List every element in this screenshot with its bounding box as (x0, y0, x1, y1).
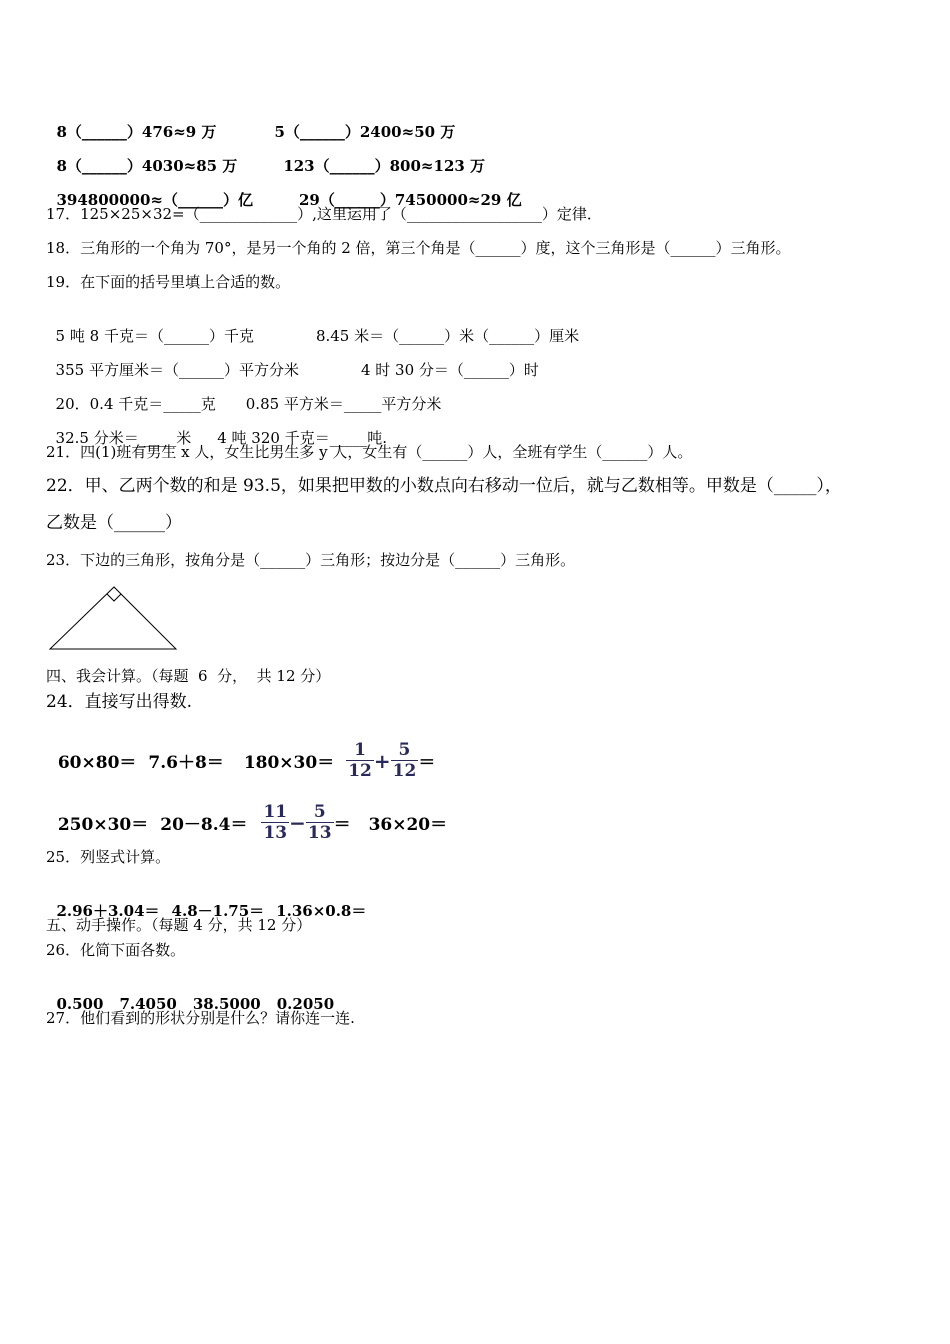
q19-part-d: 4 时 30 分＝（______）时 (360, 361, 539, 379)
section-4-heading: 四、我会计算。（每题 6 分， 共 12 分） (46, 667, 331, 685)
fraction-denominator: 12 (348, 761, 372, 781)
approx-1a: 8（______）476≈9 万 (56, 123, 217, 141)
calc-1d: ＝ (418, 753, 436, 773)
approx-2a: 8（______）4030≈85 万 (56, 157, 238, 175)
fraction-denominator: 12 (392, 761, 417, 781)
fraction-1-12 (346, 740, 374, 781)
calc-1c: 180×30＝ (243, 753, 335, 773)
approx-2b: 123（______）800≈123 万 (283, 157, 486, 175)
question-24: 24．直接写出得数. (46, 692, 193, 712)
calc-2d: 36×20＝ (368, 815, 448, 835)
q19-part-c: 355 平方厘米＝（______）平方分米 (55, 361, 299, 379)
approx-3a: 394800000≈（______）亿 (56, 191, 253, 209)
triangle-outline (50, 587, 176, 649)
q26-part-d: 0.2050 (276, 995, 335, 1013)
q20-part-b: 0.85 平方米＝_____平方分米 (245, 395, 442, 413)
approx-3b: 29（______）7450000≈29 亿 (298, 191, 522, 209)
calc-1b: 7.6＋8＝ (148, 753, 224, 773)
question-22-line-2: 乙数是（______） (46, 513, 182, 533)
q26-part-c: 38.5000 (192, 995, 261, 1013)
question-21: 21．四(1)班有男生 x 人，女生比男生多 y 人，女生有（______）人，全班有学生（______）人。 (46, 443, 693, 461)
fraction-numerator: 5 (398, 740, 411, 760)
fraction-numerator: 11 (263, 802, 288, 822)
q25-part-a: 2.96＋3.04＝ (56, 902, 160, 920)
q20-part-d: 4 吨 320 千克＝_____吨. (217, 429, 387, 447)
fraction-numerator: 5 (313, 802, 326, 822)
fraction-numerator: 1 (354, 740, 366, 760)
fraction-11-13 (261, 802, 289, 843)
question-26: 26．化简下面各数。 (46, 941, 186, 959)
q25-part-c: 1.36×0.8＝ (276, 902, 367, 920)
minus-sign: − (289, 810, 306, 835)
calc-2b: 20－8.4＝ (160, 815, 248, 835)
question-22-line-1: 22．甲、乙两个数的和是 93.5，如果把甲数的小数点向右移动一位后，就与乙数相等。甲数是（_____）， (46, 476, 842, 496)
calc-1a: 60×80＝ (57, 753, 137, 773)
fraction-denominator: 13 (263, 823, 288, 843)
calc-row-2 (46, 782, 447, 843)
q25-part-b: 4.8－1.75＝ (171, 902, 265, 920)
question-19: 19．在下面的括号里填上合适的数。 (46, 273, 291, 291)
q19-part-a: 5 吨 8 千克＝（______）千克 (55, 327, 254, 345)
fraction-5-12 (391, 740, 419, 781)
right-angle-mark (107, 594, 121, 601)
q26-part-a: 0.500 (56, 995, 104, 1013)
plus-sign: + (373, 748, 391, 773)
calc-row-1 (46, 720, 435, 781)
q20-part-c: 32.5 分米＝_____米 (55, 429, 192, 447)
q26-part-b: 7.4050 (119, 995, 177, 1013)
approx-1b: 5（______）2400≈50 万 (274, 123, 456, 141)
fraction-5-13 (306, 802, 334, 843)
question-17: 17．125×25×32=（_____________）,这里运用了（__________________）定律． (46, 205, 602, 223)
question-25: 25．列竖式计算。 (46, 848, 171, 866)
calc-2a: 250×30＝ (57, 815, 149, 835)
q20-part-a: 20．0.4 千克＝_____克 (55, 395, 216, 413)
question-18: 18．三角形的一个角为 70°，是另一个角的 2 倍，第三个角是（______）度，这个三角形是（______）三角形。 (46, 239, 791, 257)
calc-2c: ＝ (333, 815, 351, 835)
q19-part-b: 8.45 米＝（______）米（______）厘米 (315, 327, 580, 345)
fraction-denominator: 13 (307, 823, 332, 843)
question-23: 23．下边的三角形，按角分是（______）三角形；按边分是（______）三角形。 (46, 551, 576, 569)
right-triangle-figure (48, 584, 180, 654)
question-27: 27．他们看到的形状分别是什么？请你连一连. (46, 1009, 355, 1027)
section-5-heading: 五、动手操作。（每题 4 分，共 12 分） (46, 916, 312, 934)
